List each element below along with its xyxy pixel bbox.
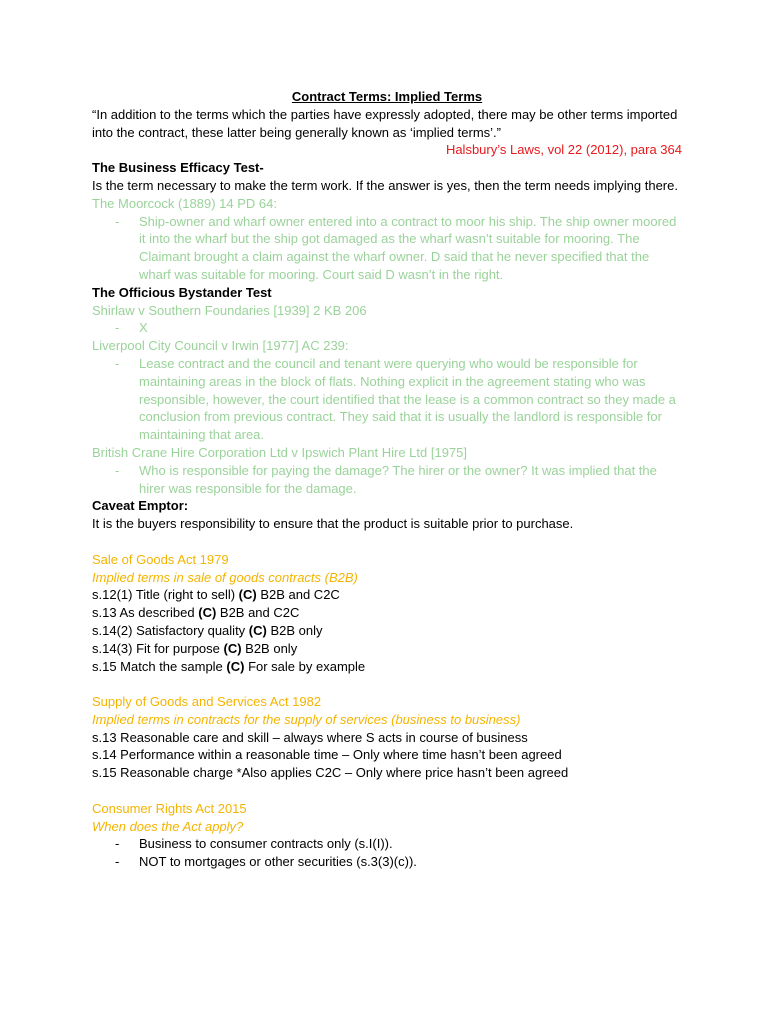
list-item: - Ship-owner and wharf owner entered into a contract to moor his ship. The ship owner moored it into the wharf but the ship got damaged as the wharf wasn’t suitable for mooring. The Claimant brought a claim against the wharf owner. D said that he never specified that the wharf was suitable for mooring. Court said D wasn’t in the right. [115,213,677,282]
officious-bystander-heading: The Officious Bystander Test [92,284,272,300]
list-item: s.15 Reasonable charge *Also applies C2C – Only where price hasn’t been agreed [92,765,569,781]
list-item: - Lease contract and the council and tenant were querying who would be responsible for maintaining areas in the block of flats. Nothing explicit in the agreement stating who was responsible, however, the court identified that the lease is a common contract so they made a conclusion from previous contract. They said that it is usually the landlord is responsible for maintaining that area. [115,355,676,443]
business-efficacy-text: Is the term necessary to make the term work. If the answer is yes, then the term needs implying there. [92,177,678,193]
supply-goods-services-heading: Supply of Goods and Services Act 1982 [92,694,322,710]
case-liverpool: Liverpool City Council v Irwin [1977] AC 239: [92,338,349,354]
list-item: - NOT to mortgages or other securities (s.3(3)(c)). [115,854,417,870]
dash-bullet-icon: - [115,355,120,371]
sale-of-goods-list [92,586,682,675]
consumer-rights-heading: Consumer Rights Act 2015 [92,800,247,816]
list-item: s.14(3) Fit for purpose (C) B2B only [92,640,298,656]
opening-quote: “In addition to the terms which the parties have expressly adopted, there may be other terms imported into the contract, these latter being generally known as ‘implied terms’.” [92,106,678,140]
list-item: s.15 Match the sample (C) For sale by example [92,658,366,674]
case-moorcock: The Moorcock (1889) 14 PD 64: [92,195,277,211]
list-item: - X [115,320,148,336]
dash-bullet-icon: - [115,320,120,336]
supply-goods-services-subheading: Implied terms in contracts for the supply of services (business to business) [92,711,521,727]
dash-bullet-icon: - [115,854,120,870]
list-item: s.14 Performance within a reasonable time – Only where time hasn’t been agreed [92,747,562,763]
caveat-emptor-heading: Caveat Emptor: [92,498,189,514]
dash-bullet-icon: - [115,836,120,852]
list-item: s.13 Reasonable care and skill – always where S acts in course of business [92,729,528,745]
list-item: s.13 As described (C) B2B and C2C [92,605,300,621]
page-title: Contract Terms: Implied Terms [291,89,483,104]
sale-of-goods-subheading: Implied terms in sale of goods contracts (B2B) [92,569,358,585]
list-item: - Who is responsible for paying the damage? The hirer or the owner? It was implied that the hirer was responsible for the damage. [115,462,657,496]
dash-bullet-icon: - [115,462,120,478]
business-efficacy-heading: The Business Efficacy Test- [92,160,264,176]
case-british-crane: British Crane Hire Corporation Ltd v Ipswich Plant Hire Ltd [1975] [92,444,468,460]
document-page [92,88,682,871]
list-item: s.12(1) Title (right to sell) (C) B2B and C2C [92,587,340,603]
caveat-emptor-text: It is the buyers responsibility to ensure that the product is suitable prior to purchase. [92,516,574,532]
consumer-rights-subheading: When does the Act apply? [92,818,244,834]
case-shirlaw: Shirlaw v Southern Foundaries [1939] 2 KB 206 [92,302,367,318]
list-item: s.14(2) Satisfactory quality (C) B2B only [92,622,323,638]
list-item: - Business to consumer contracts only (s.I(I)). [115,836,393,852]
sale-of-goods-heading: Sale of Goods Act 1979 [92,551,229,567]
citation: Halsbury’s Laws, vol 22 (2012), para 364 [445,142,682,158]
dash-bullet-icon: - [115,213,120,229]
